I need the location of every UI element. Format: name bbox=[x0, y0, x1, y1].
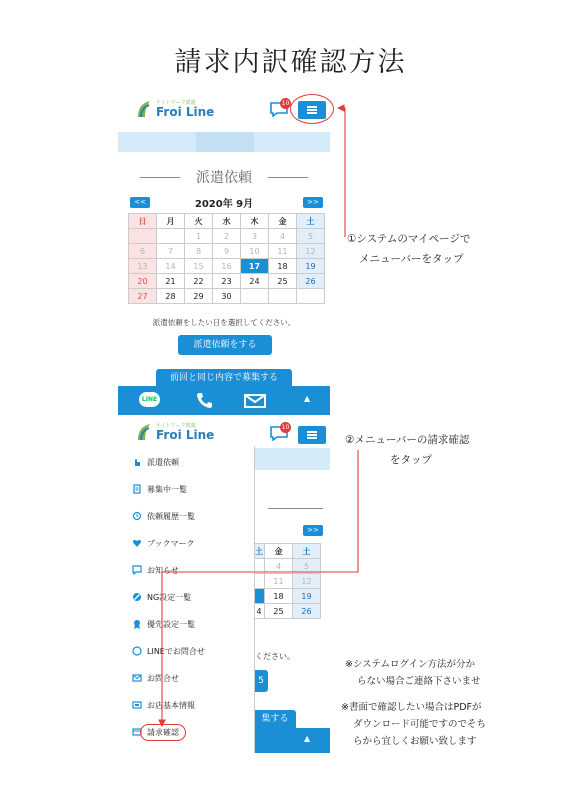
day-cell: 18 bbox=[265, 589, 293, 604]
step2-note bbox=[345, 430, 469, 470]
step1-line2: メニューバーをタップ bbox=[359, 253, 464, 265]
brand-name: Froi Line bbox=[156, 427, 215, 442]
day-cell: 5 bbox=[293, 559, 321, 574]
repeat-recruit-button-partial[interactable]: 集する bbox=[254, 710, 296, 728]
menu-item-label: LINEでお問合せ bbox=[147, 646, 205, 656]
menu-item-label: ブックマーク bbox=[147, 538, 195, 548]
menu-item-label: 請求確認 bbox=[141, 725, 185, 740]
day-cell: 9 bbox=[213, 244, 241, 259]
day-cell: 26 bbox=[293, 604, 321, 619]
day-cell: 10 bbox=[241, 244, 269, 259]
day-cell: 5 bbox=[297, 229, 325, 244]
step2-line1: ②メニューバーの請求確認 bbox=[345, 434, 470, 446]
next-month-button[interactable]: >> bbox=[303, 197, 323, 208]
day-cell[interactable]: 22 bbox=[185, 274, 213, 289]
day-cell[interactable]: 21 bbox=[157, 274, 185, 289]
pdf-note bbox=[341, 699, 486, 750]
day-cell: 3 bbox=[241, 229, 269, 244]
day-cell: 7 bbox=[157, 244, 185, 259]
request-dispatch-button-partial[interactable]: 5 bbox=[254, 670, 268, 692]
day-cell[interactable]: 26 bbox=[297, 274, 325, 289]
brand-subtitle: ナイトワーク派遣 bbox=[156, 422, 196, 429]
notification-badge: 10 bbox=[281, 424, 290, 431]
scroll-top-icon[interactable]: ▲ bbox=[304, 734, 311, 743]
day-cell: 15 bbox=[185, 259, 213, 274]
weekday-mon: 月 bbox=[157, 214, 185, 229]
day-cell: 14 bbox=[157, 259, 185, 274]
page-title: 請求内訳確認方法 bbox=[174, 47, 407, 78]
menu-item-label: 依頼履歴一覧 bbox=[147, 511, 195, 521]
day-cell: 1 bbox=[185, 229, 213, 244]
day-cell: 12 bbox=[293, 574, 321, 589]
day-cell: 11 bbox=[269, 244, 297, 259]
day-cell: 16 bbox=[213, 259, 241, 274]
day-cell[interactable]: 18 bbox=[269, 259, 297, 274]
request-dispatch-button[interactable]: 派遣依頼をする bbox=[178, 335, 272, 355]
day-cell: 11 bbox=[265, 574, 293, 589]
day-cell[interactable]: 25 bbox=[269, 274, 297, 289]
pdf-line2: ダウンロード可能ですのでそち bbox=[353, 719, 487, 730]
day-cell: 4 bbox=[269, 229, 297, 244]
day-cell[interactable]: 20 bbox=[129, 274, 157, 289]
day-cell: 8 bbox=[185, 244, 213, 259]
menu-item-label: お問合せ bbox=[147, 673, 179, 683]
day-cell: 12 bbox=[297, 244, 325, 259]
weekday-thu: 木 bbox=[241, 214, 269, 229]
step1-note bbox=[347, 229, 470, 269]
pdf-line3: らから宜しくお願い致します bbox=[353, 736, 477, 747]
weekday-sat: 土 bbox=[297, 214, 325, 229]
login-line1: ※システムログイン方法が分か bbox=[345, 659, 476, 670]
scroll-top-icon[interactable]: ▲ bbox=[304, 394, 311, 403]
menu-item-label: お店基本情報 bbox=[147, 700, 195, 710]
calendar-hint: 派遣依頼をしたい日を選択してください。 bbox=[152, 318, 296, 327]
day-cell[interactable]: 29 bbox=[185, 289, 213, 304]
login-line2: らない場合ご連絡下さいませ bbox=[357, 676, 481, 687]
weekday-cell: 土 bbox=[254, 544, 265, 559]
day-cell[interactable]: 19 bbox=[297, 259, 325, 274]
day-cell[interactable]: 24 bbox=[241, 274, 269, 289]
day-cell[interactable]: 28 bbox=[157, 289, 185, 304]
day-cell: 2 bbox=[213, 229, 241, 244]
day-cell: 19 bbox=[293, 589, 321, 604]
day-cell[interactable]: 23 bbox=[213, 274, 241, 289]
weekday-cell: 土 bbox=[293, 544, 321, 559]
day-cell[interactable]: 27 bbox=[129, 289, 157, 304]
weekday-cell: 金 bbox=[265, 544, 293, 559]
section-title: 派遣依頼 bbox=[196, 170, 252, 186]
weekday-fri: 金 bbox=[269, 214, 297, 229]
month-label: 2020年 9月 bbox=[194, 199, 254, 210]
weekday-sun: 日 bbox=[129, 214, 157, 229]
repeat-recruit-button[interactable]: 前回と同じ内容で募集する bbox=[156, 369, 292, 387]
step2-line2: をタップ bbox=[390, 454, 432, 466]
line-icon[interactable]: LINE bbox=[139, 392, 160, 407]
menu-item-label: 募集中一覧 bbox=[147, 484, 187, 494]
day-cell: 4 bbox=[254, 604, 265, 619]
step1-line1: ①システムのマイページで bbox=[347, 233, 471, 245]
menu-item-label: NG設定一覧 bbox=[147, 592, 192, 602]
pdf-line1: ※書面で確認したい場合はPDFが bbox=[341, 702, 482, 713]
arrow-step2 bbox=[162, 450, 358, 726]
notification-badge: 10 bbox=[281, 100, 290, 107]
arrow-step1 bbox=[338, 108, 345, 237]
menu-item-label: 派遣依頼 bbox=[147, 457, 179, 467]
day-cell[interactable]: 30 bbox=[213, 289, 241, 304]
next-month-button[interactable]: >> bbox=[303, 525, 323, 536]
day-cell: 4 bbox=[265, 559, 293, 574]
day-cell-today[interactable]: 17 bbox=[241, 259, 269, 274]
brand-subtitle: ナイトワーク派遣 bbox=[156, 99, 196, 106]
day-cell: 6 bbox=[129, 244, 157, 259]
weekday-tue: 火 bbox=[185, 214, 213, 229]
weekday-wed: 水 bbox=[213, 214, 241, 229]
menu-item-label: 優先設定一覧 bbox=[147, 619, 195, 629]
calendar-hint-partial: ください。 bbox=[255, 652, 295, 661]
day-cell: 25 bbox=[265, 604, 293, 619]
brand-name: Froi Line bbox=[156, 104, 215, 119]
login-note bbox=[345, 656, 481, 690]
prev-month-button[interactable]: << bbox=[130, 197, 150, 208]
day-cell: 13 bbox=[129, 259, 157, 274]
menu-item-label: お知らせ bbox=[147, 565, 179, 575]
